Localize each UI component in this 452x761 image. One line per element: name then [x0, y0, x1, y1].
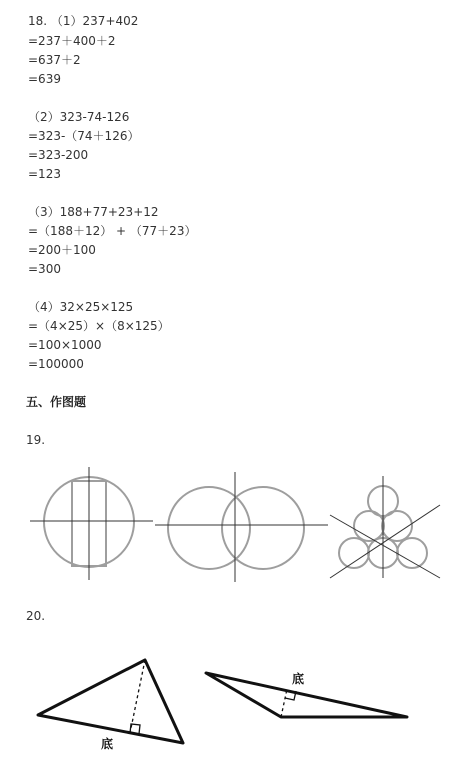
triangle-right	[206, 673, 407, 717]
q18-part3-result: =300	[28, 262, 61, 276]
q18-part4-step1: =（4×25）×（8×125）	[28, 319, 170, 333]
q19-label: 19.	[26, 433, 46, 447]
base-label-left: 底	[101, 737, 114, 751]
base-label-right: 底	[292, 672, 305, 686]
q18-part3-step1: =（188＋12） + （77＋23）	[28, 224, 197, 238]
triangle-left	[38, 660, 183, 743]
q18-part1-header: 18. （1）237+402	[28, 14, 139, 28]
q20-label: 20.	[26, 609, 46, 623]
q18-part2-step1: =323-（74＋126）	[28, 129, 140, 143]
q18-part1-step1: =237＋400＋2	[28, 34, 116, 48]
q18-part1-result: =639	[28, 72, 61, 86]
q18-part2-result: =123	[28, 167, 61, 181]
q18-part4-header: （4）32×25×125	[28, 300, 134, 314]
q18-part3-header: （3）188+77+23+12	[28, 205, 159, 219]
q18-part4-step2: =100×1000	[28, 338, 102, 352]
q18-part1-step2: =637＋2	[28, 53, 81, 67]
q18-part2-step2: =323-200	[28, 148, 89, 162]
q18-part3-step2: =200＋100	[28, 243, 96, 257]
section-heading: 五、作图题	[26, 395, 87, 409]
q18-part4-result: =100000	[28, 357, 84, 371]
q18-part2-header: （2）323-74-126	[28, 110, 130, 124]
